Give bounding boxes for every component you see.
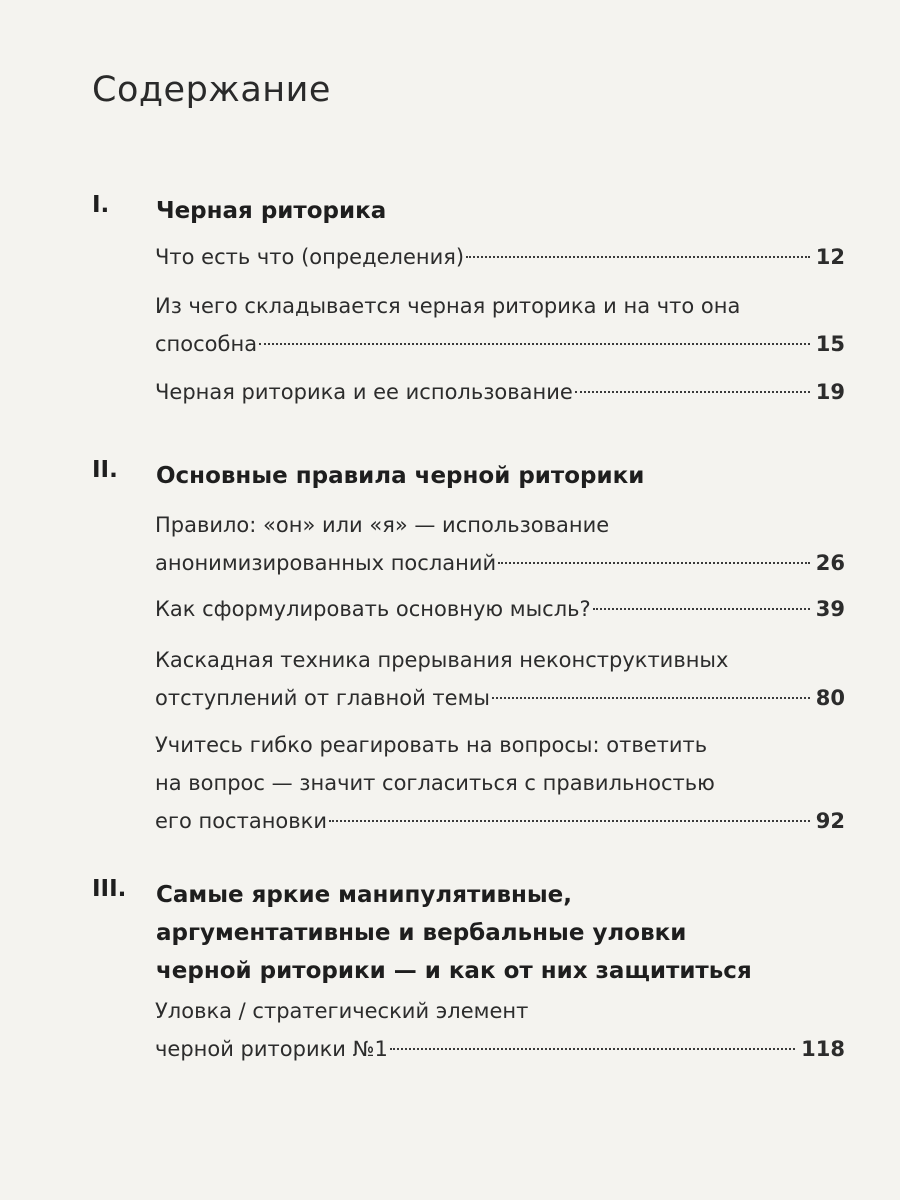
section-number: II. xyxy=(92,457,118,483)
dot-leader xyxy=(492,697,810,699)
section-title: Основные правила черной риторики xyxy=(156,463,645,489)
entry-title: его постановки xyxy=(155,809,327,833)
entry-title: анонимизированных посланий xyxy=(155,551,497,575)
page-number: 39 xyxy=(815,597,845,621)
toc-entry[interactable] xyxy=(155,287,845,363)
page-title: Содержание xyxy=(92,70,331,110)
page-number: 19 xyxy=(815,380,845,404)
toc-entry[interactable] xyxy=(155,238,845,276)
entry-title-lead: Уловка / стратегический элемент xyxy=(155,999,529,1023)
entry-title-lead: Учитесь гибко реагировать на вопросы: ответить на вопрос — значит согласиться с правильностью xyxy=(155,733,715,795)
entry-title: Что есть что (определения) xyxy=(155,245,465,269)
page-number: 80 xyxy=(815,686,845,710)
page-number: 26 xyxy=(815,551,845,575)
entry-title: отступлений от главной темы xyxy=(155,686,490,710)
page-number: 118 xyxy=(801,1037,845,1061)
toc-entry[interactable] xyxy=(155,641,845,717)
page-number: 12 xyxy=(815,245,845,269)
toc-entry[interactable] xyxy=(155,726,845,840)
section-title: Черная риторика xyxy=(156,198,387,224)
dot-leader xyxy=(390,1048,795,1050)
entry-title-lead: Каскадная техника прерывания неконструктивных xyxy=(155,648,729,672)
toc-entry[interactable] xyxy=(155,590,845,628)
dot-leader xyxy=(575,391,810,393)
toc-entry[interactable] xyxy=(155,992,845,1068)
dot-leader xyxy=(259,343,810,345)
entry-title-lead: Правило: «он» или «я» — использование xyxy=(155,513,610,537)
entry-title: Черная риторика и ее использование xyxy=(155,380,573,404)
entry-title: черной риторики №1 xyxy=(155,1037,388,1061)
section-number: III. xyxy=(92,876,127,902)
dot-leader xyxy=(466,256,810,258)
dot-leader xyxy=(329,820,810,822)
section-number: I. xyxy=(92,192,110,218)
section-title: Самые яркие манипулятивные, аргументативные и вербальные уловки черной риторики — и как от них защититься xyxy=(156,882,752,984)
entry-title: Как сформулировать основную мысль? xyxy=(155,597,591,621)
entry-title: способна xyxy=(155,332,258,356)
page-number: 15 xyxy=(815,332,845,356)
dot-leader xyxy=(498,562,810,564)
dot-leader xyxy=(593,608,810,610)
toc-entry[interactable] xyxy=(155,373,845,411)
page-number: 92 xyxy=(815,809,845,833)
entry-title-lead: Из чего складывается черная риторика и на что она xyxy=(155,294,741,318)
toc-entry[interactable] xyxy=(155,506,845,582)
